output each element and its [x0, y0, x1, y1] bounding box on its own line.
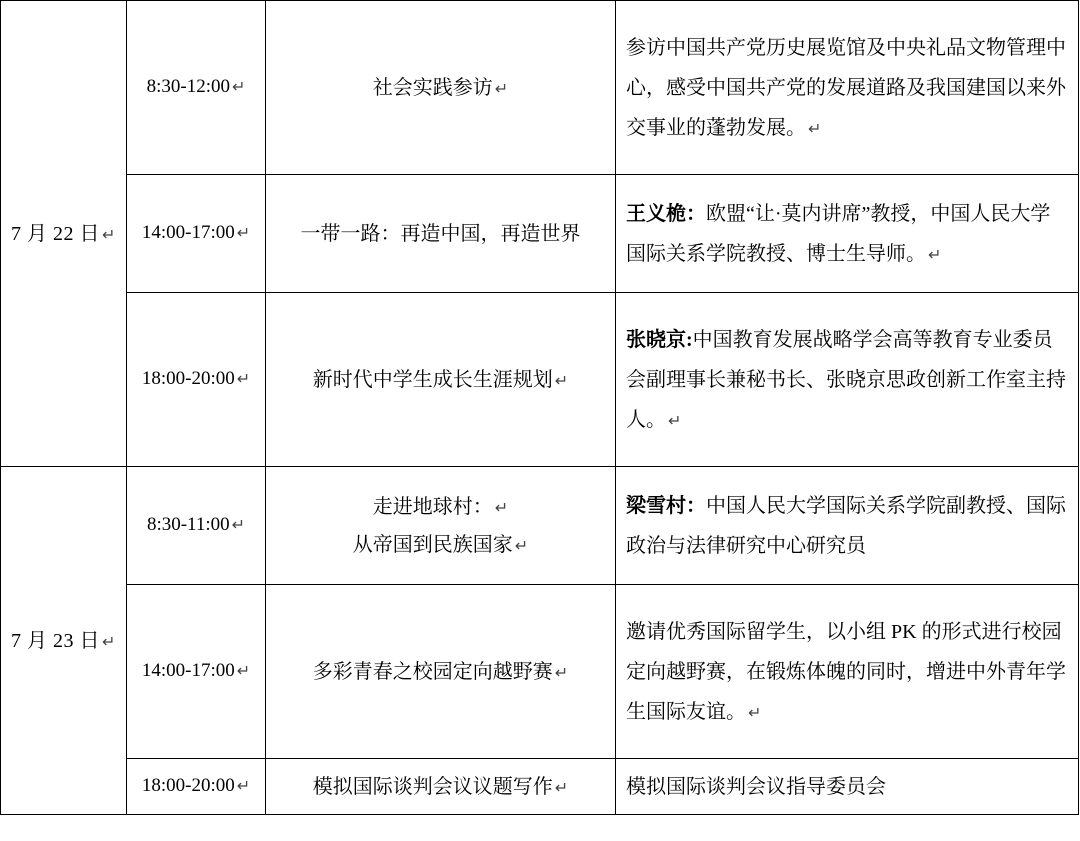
paragraph-mark-icon: ↵	[231, 79, 246, 97]
topic-line	[276, 69, 605, 107]
paragraph-mark-icon: ↵	[668, 412, 682, 430]
topic-line	[276, 653, 605, 691]
time-text: 8:30-11:00	[146, 514, 230, 536]
description-cell	[616, 585, 1079, 759]
paragraph-mark-icon: ↵	[554, 779, 569, 797]
paragraph-mark-icon: ↵	[748, 704, 762, 722]
description-cell	[616, 759, 1079, 815]
table-row	[1, 585, 1079, 759]
topic-line	[276, 488, 605, 526]
topic-text: 一带一路：再造中国，再造世界	[300, 222, 581, 245]
paragraph-mark-icon: ↵	[102, 633, 116, 651]
paragraph-mark-icon: ↵	[494, 80, 509, 98]
time-text: 18:00-20:00	[141, 368, 235, 390]
table-row	[1, 175, 1079, 293]
speaker-name: 梁雪村：	[626, 494, 706, 517]
topic-line	[276, 215, 605, 253]
date-cell-0	[1, 1, 127, 467]
description-text: 中国人民大学国际关系学院副教授、国际政治与法律研究中心研究员	[626, 494, 1066, 557]
topic-text: 社会实践参访	[372, 76, 493, 99]
paragraph-mark-icon: ↵	[494, 499, 509, 517]
speaker-name: 王义桅：	[626, 202, 706, 225]
description-text: 中国教育发展战略学会高等教育专业委员会副理事长兼秘书长、张晓京思政创新工作室主持人。	[626, 328, 1066, 431]
time-text: 18:00-20:00	[141, 775, 235, 797]
time-cell	[127, 759, 266, 815]
topic-line	[276, 768, 605, 806]
time-cell	[127, 1, 266, 175]
topic-text: 走进地球村：	[372, 495, 493, 518]
paragraph-mark-icon: ↵	[236, 663, 251, 681]
topic-cell	[266, 293, 616, 467]
time-text: 8:30-12:00	[146, 76, 230, 98]
description-text: 模拟国际谈判会议指导委员会	[626, 775, 886, 798]
topic-cell	[266, 175, 616, 293]
topic-line	[276, 526, 605, 564]
description-cell	[616, 467, 1079, 585]
date-text: 7 月 22 日	[11, 222, 101, 245]
paragraph-mark-icon: ↵	[236, 371, 251, 389]
description-cell	[616, 293, 1079, 467]
paragraph-mark-icon: ↵	[102, 226, 116, 244]
paragraph-mark-icon: ↵	[236, 225, 251, 243]
paragraph-mark-icon: ↵	[808, 120, 822, 138]
description-cell	[616, 1, 1079, 175]
paragraph-mark-icon: ↵	[554, 664, 569, 682]
topic-cell	[266, 1, 616, 175]
topic-cell	[266, 585, 616, 759]
description-text: 参访中国共产党历史展览馆及中央礼品文物管理中心，感受中国共产党的发展道路及我国建国以来外交事业的蓬勃发展。	[626, 36, 1066, 139]
topic-text: 新时代中学生成长生涯规划	[312, 368, 553, 391]
time-cell	[127, 585, 266, 759]
paragraph-mark-icon: ↵	[514, 537, 529, 555]
time-text: 14:00-17:00	[141, 660, 235, 682]
time-cell	[127, 293, 266, 467]
paragraph-mark-icon: ↵	[231, 517, 246, 535]
time-cell	[127, 175, 266, 293]
date-cell-1	[1, 467, 127, 815]
date-text: 7 月 23 日	[11, 629, 101, 652]
schedule-table-body	[1, 1, 1079, 815]
paragraph-mark-icon: ↵	[236, 778, 251, 796]
table-row	[1, 1, 1079, 175]
table-row	[1, 759, 1079, 815]
speaker-name: 张晓京:	[626, 328, 693, 351]
table-row	[1, 293, 1079, 467]
description-cell	[616, 175, 1079, 293]
topic-cell	[266, 467, 616, 585]
table-row	[1, 467, 1079, 585]
paragraph-mark-icon: ↵	[554, 372, 569, 390]
topic-cell	[266, 759, 616, 815]
description-text: 欧盟“让·莫内讲席”教授，中国人民大学国际关系学院教授、博士生导师。	[626, 202, 1051, 265]
paragraph-mark-icon: ↵	[928, 246, 942, 264]
topic-text: 从帝国到民族国家	[352, 533, 513, 556]
topic-text: 多彩青春之校园定向越野赛	[312, 660, 553, 683]
topic-text: 模拟国际谈判会议议题写作	[312, 775, 553, 798]
topic-line	[276, 361, 605, 399]
time-text: 14:00-17:00	[141, 222, 235, 244]
description-text: 邀请优秀国际留学生，以小组 PK 的形式进行校园定向越野赛，在锻炼体魄的同时，增进中外青年学生国际友谊。	[626, 620, 1066, 723]
time-cell	[127, 467, 266, 585]
